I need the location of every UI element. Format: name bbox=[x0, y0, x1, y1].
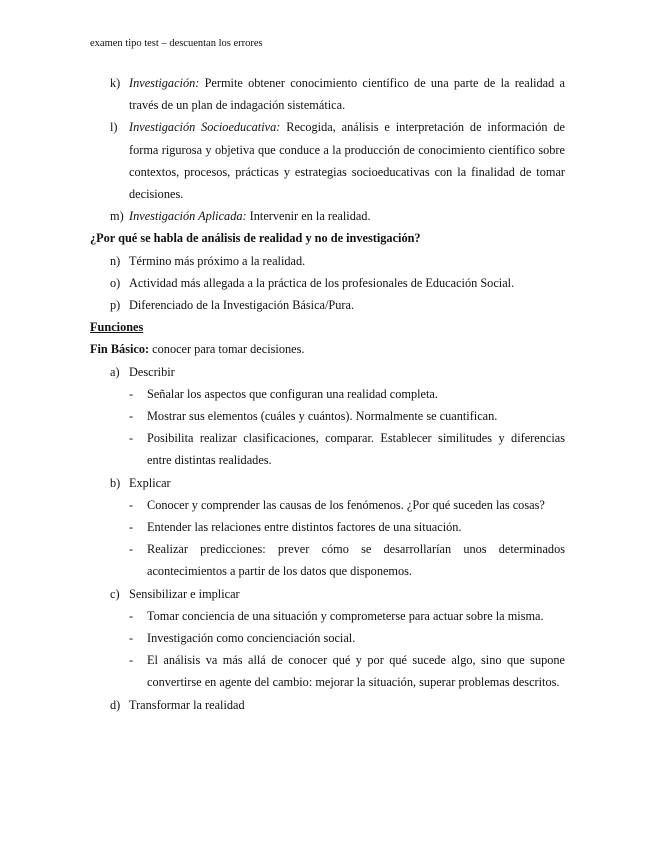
list-marker: d) bbox=[110, 697, 121, 712]
sub-item-text: El análisis va más allá de conocer qué y por qué sucede algo, sino que supone convertirse en agente del cambio: mejorar la situación, superar problemas descritos. bbox=[147, 653, 565, 690]
question-item-n bbox=[90, 250, 565, 272]
definition-text: Permite obtener conocimiento científico de una parte de la realidad a través de un plan de indagación sistemática. bbox=[129, 76, 565, 113]
question-item-o bbox=[90, 272, 565, 294]
list-marker: p) bbox=[110, 298, 121, 313]
question-item-p bbox=[90, 294, 565, 316]
list-marker: l) bbox=[110, 120, 118, 135]
function-item-sensibilizar bbox=[90, 583, 565, 605]
dash-bullet: - bbox=[129, 631, 134, 646]
function-label: Describir bbox=[129, 364, 175, 379]
list-marker: n) bbox=[110, 253, 121, 268]
list-marker: b) bbox=[110, 475, 121, 490]
list-marker: o) bbox=[110, 275, 121, 290]
definition-k bbox=[90, 72, 565, 116]
question-heading: ¿Por qué se habla de análisis de realidad y no de investigación? bbox=[90, 231, 421, 246]
sub-item bbox=[90, 516, 565, 538]
sub-item-text: Conocer y comprender las causas de los fenómenos. ¿Por qué suceden las cosas? bbox=[147, 497, 545, 512]
list-item-text: Diferenciado de la Investigación Básica/Pura. bbox=[129, 298, 355, 313]
function-label: Transformar la realidad bbox=[129, 697, 245, 712]
sub-item-text: Entender las relaciones entre distintos factores de una situación. bbox=[147, 520, 462, 535]
list-marker: m) bbox=[110, 209, 124, 224]
function-label: Sensibilizar e implicar bbox=[129, 586, 240, 601]
sub-item bbox=[90, 494, 565, 516]
definition-text: Recogida, análisis e interpretación de información de forma rigurosa y objetiva que conduce a la producción de conocimiento científico sobre contextos, procesos, prácticas y estrategias socioeducativas con la finalidad de tomar decisiones. bbox=[129, 120, 565, 202]
sub-item bbox=[90, 538, 565, 582]
sub-item bbox=[90, 605, 565, 627]
definition-l bbox=[90, 116, 565, 205]
fin-basico-line bbox=[90, 338, 565, 360]
function-item-explicar bbox=[90, 472, 565, 494]
dash-bullet: - bbox=[129, 386, 134, 401]
list-item-text: Término más próximo a la realidad. bbox=[129, 253, 306, 268]
function-label: Explicar bbox=[129, 475, 171, 490]
function-item-describir bbox=[90, 361, 565, 383]
sub-item-text: Tomar conciencia de una situación y comprometerse para actuar sobre la misma. bbox=[147, 608, 544, 623]
dash-bullet: - bbox=[129, 608, 134, 623]
list-marker: c) bbox=[110, 586, 120, 601]
sub-item-text: Posibilita realizar clasificaciones, comparar. Establecer similitudes y diferencias entre distintas realidades. bbox=[147, 431, 565, 468]
fin-basico-text: conocer para tomar decisiones. bbox=[149, 342, 305, 357]
sub-item bbox=[90, 405, 565, 427]
definition-m bbox=[90, 205, 565, 227]
sub-item bbox=[90, 383, 565, 405]
definition-text: Intervenir en la realidad. bbox=[246, 209, 371, 224]
sub-item bbox=[90, 627, 565, 649]
sub-item bbox=[90, 427, 565, 471]
dash-bullet: - bbox=[129, 520, 134, 535]
dash-bullet: - bbox=[129, 431, 134, 446]
sub-item-text: Investigación como concienciación social. bbox=[147, 631, 356, 646]
dash-bullet: - bbox=[129, 653, 134, 668]
dash-bullet: - bbox=[129, 409, 134, 424]
page-header: examen tipo test – descuentan los errores bbox=[90, 38, 263, 49]
function-item-transformar bbox=[90, 694, 565, 716]
fin-basico-label: Fin Básico: bbox=[90, 342, 150, 357]
list-marker: a) bbox=[110, 364, 120, 379]
section-heading-funciones: Funciones bbox=[90, 320, 144, 335]
sub-item-text: Mostrar sus elementos (cuáles y cuántos). Normalmente se cuantifican. bbox=[147, 409, 498, 424]
dash-bullet: - bbox=[129, 542, 134, 557]
definition-term: Investigación Socioeducativa: bbox=[129, 120, 281, 135]
document-body bbox=[90, 72, 565, 716]
list-item-text: Actividad más allegada a la práctica de los profesionales de Educación Social. bbox=[129, 275, 515, 290]
definition-term: Investigación: bbox=[129, 76, 200, 90]
dash-bullet: - bbox=[129, 497, 134, 512]
definition-term: Investigación Aplicada: bbox=[129, 209, 247, 224]
sub-item-text: Señalar los aspectos que configuran una realidad completa. bbox=[147, 386, 438, 401]
list-marker: k) bbox=[110, 76, 121, 90]
sub-item-text: Realizar predicciones: prever cómo se desarrollarían unos determinados acontecimientos a partir de los datos que disponemos. bbox=[147, 542, 565, 579]
sub-item bbox=[90, 649, 565, 693]
